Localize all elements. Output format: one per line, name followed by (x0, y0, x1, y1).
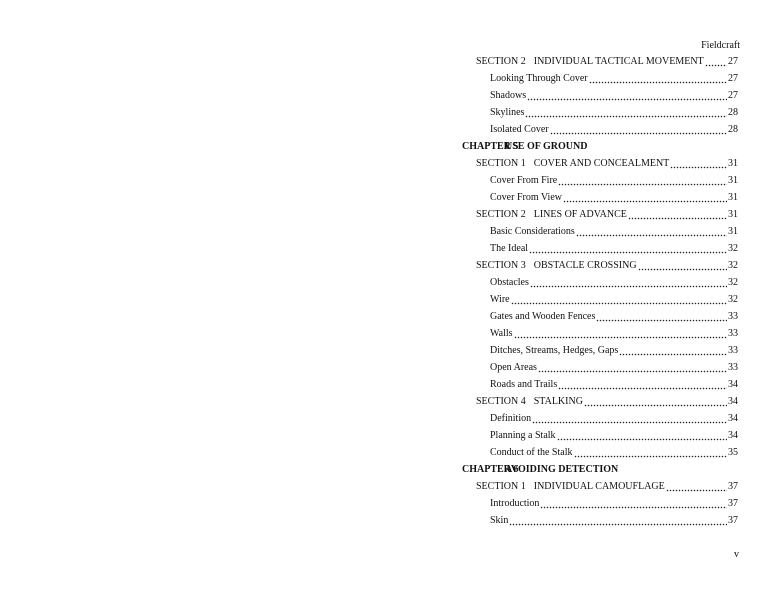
dot-leader (589, 73, 727, 85)
toc-entry-row (462, 444, 738, 461)
entry-title: Shadows (490, 89, 527, 101)
entry-title: The Ideal (490, 242, 529, 254)
toc-entry-row (462, 87, 738, 104)
dot-leader (525, 107, 727, 119)
toc-page-number: 31 (728, 157, 738, 169)
toc-entry-row (462, 512, 738, 529)
toc-entry-row (462, 410, 738, 427)
dot-leader (530, 277, 727, 289)
toc-entry-row (462, 342, 738, 359)
toc-entry-row (462, 172, 738, 189)
toc-page-number: 34 (728, 378, 738, 390)
entry-title: Definition (490, 412, 532, 424)
toc-page-number: 34 (728, 412, 738, 424)
toc-section-row (462, 257, 738, 274)
toc-page-number: 31 (728, 191, 738, 203)
section-title: OBSTACLE CROSSING (533, 259, 637, 271)
toc-page-number: 33 (728, 327, 738, 339)
section-label (476, 209, 627, 221)
entry-title: Skylines (490, 106, 525, 118)
section-label (476, 56, 704, 68)
entry-title: Gates and Wooden Fences (490, 310, 596, 322)
toc-entry-row (462, 376, 738, 393)
dot-leader (670, 158, 727, 170)
dot-leader (557, 430, 727, 442)
toc-page-number: 31 (728, 208, 738, 220)
toc-entry-row (462, 274, 738, 291)
dot-leader (540, 498, 727, 510)
toc-section-row (462, 393, 738, 410)
entry-title: Basic Considerations (490, 225, 575, 237)
dot-leader (628, 209, 727, 221)
toc-entry-row (462, 325, 738, 342)
toc-chapter-heading (462, 461, 738, 478)
toc-entry-row (462, 427, 738, 444)
chapter-title: USE OF GROUND (505, 140, 588, 152)
toc-section-row (462, 478, 738, 495)
toc-page-number: 28 (728, 106, 738, 118)
dot-leader (574, 447, 728, 459)
dot-leader (638, 260, 727, 272)
toc-section-row (462, 206, 738, 223)
section-title: STALKING (533, 395, 583, 407)
toc-page-number: 33 (728, 310, 738, 322)
toc-section-row (462, 53, 738, 70)
toc-entry-row (462, 359, 738, 376)
page-number: v (734, 549, 739, 560)
dot-leader (509, 515, 727, 527)
dot-leader (563, 192, 727, 204)
toc-page-number: 27 (728, 55, 738, 67)
toc-page-number: 37 (728, 480, 738, 492)
section-number: SECTION 2 (476, 208, 526, 220)
toc-page-number: 33 (728, 344, 738, 356)
dot-leader (596, 311, 727, 323)
section-label (476, 481, 665, 493)
entry-title: Planning a Stalk (490, 429, 556, 441)
entry-title: Roads and Trails (490, 378, 558, 390)
entry-title: Wire (490, 293, 510, 305)
toc-chapter-heading (462, 138, 738, 155)
section-number: SECTION 3 (476, 259, 526, 271)
toc-page-number: 31 (728, 225, 738, 237)
toc-page-number: 28 (728, 123, 738, 135)
toc-entry-row (462, 121, 738, 138)
section-title: INDIVIDUAL TACTICAL MOVEMENT (533, 55, 704, 67)
entry-title: Open Areas (490, 361, 537, 373)
toc-page-number: 31 (728, 174, 738, 186)
dot-leader (532, 413, 727, 425)
section-title: LINES OF ADVANCE (533, 208, 627, 220)
section-title: COVER AND CONCEALMENT (533, 157, 670, 169)
entry-title: Conduct of the Stalk (490, 446, 573, 458)
chapter-title: AVOIDING DETECTION (505, 463, 619, 475)
toc-page-number: 37 (728, 514, 738, 526)
toc-entry-row (462, 104, 738, 121)
entry-title: Introduction (490, 497, 540, 509)
toc-entry-row (462, 308, 738, 325)
dot-leader (576, 226, 727, 238)
toc-page-number: 32 (728, 293, 738, 305)
toc-page-number: 35 (728, 446, 738, 458)
section-label (476, 158, 669, 170)
toc-page-number: 33 (728, 361, 738, 373)
toc-entry-row (462, 495, 738, 512)
chapter-number: CHAPTER 6 (462, 463, 519, 475)
toc-page-number: 32 (728, 242, 738, 254)
entry-title: Cover From View (490, 191, 562, 203)
toc-page-number: 34 (728, 395, 738, 407)
toc-page-number: 27 (728, 72, 738, 84)
toc-page-number: 27 (728, 89, 738, 101)
dot-leader (527, 90, 727, 102)
toc-page-number: 37 (728, 497, 738, 509)
toc-entry-row (462, 223, 738, 240)
section-number: SECTION 1 (476, 157, 526, 169)
dot-leader (538, 362, 727, 374)
toc-entry-row (462, 70, 738, 87)
dot-leader (550, 124, 727, 136)
dot-leader (558, 379, 727, 391)
entry-title: Obstacles (490, 276, 529, 288)
entry-title: Isolated Cover (490, 123, 549, 135)
entry-title: Walls (490, 327, 513, 339)
entry-title: Ditches, Streams, Hedges, Gaps (490, 344, 619, 356)
section-number: SECTION 1 (476, 480, 526, 492)
dot-leader (529, 243, 727, 255)
entry-title: Looking Through Cover (490, 72, 588, 84)
toc-entry-row (462, 240, 738, 257)
dot-leader (511, 294, 727, 306)
running-header: Fieldcraft (701, 40, 740, 51)
dot-leader (558, 175, 727, 187)
toc-entry-row (462, 189, 738, 206)
toc-entry-row (462, 291, 738, 308)
toc-page-number: 32 (728, 276, 738, 288)
dot-leader (705, 56, 727, 68)
dot-leader (584, 396, 727, 408)
toc-section-row (462, 155, 738, 172)
section-number: SECTION 2 (476, 55, 526, 67)
dot-leader (514, 328, 727, 340)
dot-leader (666, 481, 727, 493)
dot-leader (619, 345, 727, 357)
entry-title: Skin (490, 514, 509, 526)
toc-page-number: 34 (728, 429, 738, 441)
section-number: SECTION 4 (476, 395, 526, 407)
table-of-contents (462, 53, 738, 529)
toc-page-number: 32 (728, 259, 738, 271)
section-title: INDIVIDUAL CAMOUFLAGE (533, 480, 665, 492)
section-label (476, 260, 637, 272)
section-label (476, 396, 583, 408)
chapter-number: CHAPTER 5 (462, 140, 519, 152)
entry-title: Cover From Fire (490, 174, 558, 186)
